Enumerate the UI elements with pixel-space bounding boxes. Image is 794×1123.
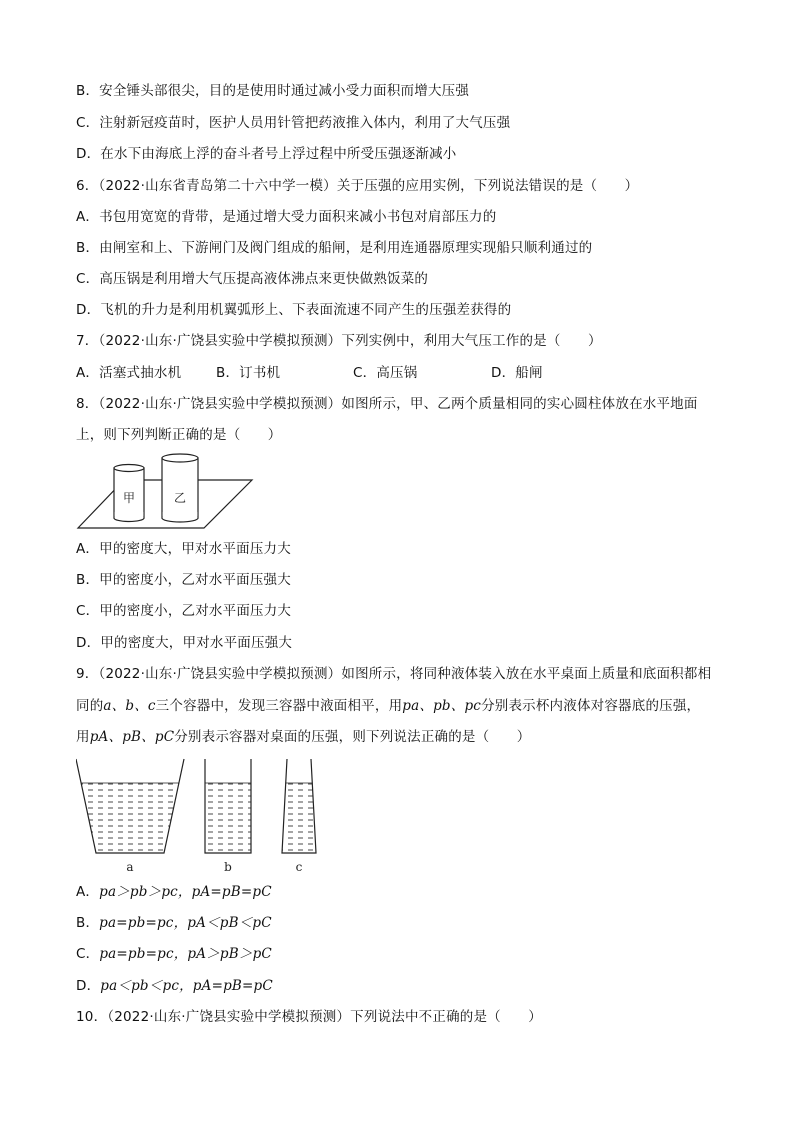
q7-option-a: A．活塞式抽水机 (76, 365, 182, 381)
label-b: b (224, 860, 232, 874)
q5-option-c: C．注射新冠疫苗时，医护人员用针管把药液推入体内，利用了大气压强 (76, 115, 511, 131)
q9-stem-line2: 同的a、b、c三个容器中，发现三容器中液面相平，用pa、pb、pc分别表示杯内液体对容器底的压强， (76, 698, 701, 714)
q8-option-c: C．甲的密度小，乙对水平面压力大 (76, 603, 292, 619)
container-a (76, 759, 184, 874)
q6-option-a: A．书包用宽宽的背带，是通过增大受力面积来减小书包对肩部压力的 (76, 209, 497, 225)
label-c: c (295, 860, 303, 874)
label-yi: 乙 (173, 491, 187, 505)
q8-stem-line2: 上，则下列判断正确的是（ ） (76, 427, 282, 443)
q8-cylinders-figure (76, 452, 256, 532)
q8-option-b: B．甲的密度小，乙对水平面压强大 (76, 572, 291, 588)
q9-stem-line1: 9．（2022·山东·广饶县实验中学模拟预测）如图所示，将同种液体装入放在水平桌面上质量和底面积都相 (76, 666, 712, 682)
q5-option-d: D．在水下由海底上浮的奋斗者号上浮过程中所受压强逐渐减小 (76, 146, 457, 162)
q8-option-a: A．甲的密度大，甲对水平面压力大 (76, 541, 291, 557)
q9-option-c: C．pa=pb=pc，pA＞pB＞pC (76, 946, 272, 962)
q7-options (76, 364, 543, 382)
container-c (282, 759, 316, 874)
cylinder-jia (114, 465, 144, 522)
q6-option-d: D．飞机的升力是利用机翼弧形上、下表面流速不同产生的压强差获得的 (76, 302, 512, 318)
cylinder-yi (162, 454, 198, 522)
q8-stem-line1: 8．（2022·山东·广饶县实验中学模拟预测）如图所示，甲、乙两个质量相同的实心圆柱体放在水平地面 (76, 396, 698, 412)
q9-option-a: A．pa＞pb＞pc，pA=pB=pC (76, 884, 272, 900)
label-jia: 甲 (122, 491, 136, 505)
q7-option-d: D．船闸 (491, 365, 543, 381)
q10-stem: 10．（2022·山东·广饶县实验中学模拟预测）下列说法中不正确的是（ ） (76, 1009, 542, 1025)
q7-stem: 7．（2022·山东·广饶县实验中学模拟预测）下列实例中，利用大气压工作的是（ ） (76, 333, 602, 349)
q6-option-c: C．高压锅是利用增大气压提高液体沸点来更快做熟饭菜的 (76, 271, 429, 287)
q7-option-b: B．订书机 (216, 365, 281, 381)
container-b (205, 759, 251, 874)
q9-option-d: D．pa＜pb＜pc，pA=pB=pC (76, 978, 273, 994)
q9-containers-figure (76, 757, 336, 877)
q9-stem-line3: 用pA、pB、pC分别表示容器对桌面的压强，则下列说法正确的是（ ） (76, 729, 531, 745)
q5-option-b: B．安全锤头部很尖，目的是使用时通过减小受力面积而增大压强 (76, 83, 470, 99)
q8-option-d: D．甲的密度大，甲对水平面压强大 (76, 635, 293, 651)
q6-stem: 6．（2022·山东省青岛第二十六中学一模）关于压强的应用实例，下列说法错误的是（ ） (76, 178, 639, 194)
q7-option-c: C．高压锅 (353, 365, 418, 381)
q9-option-b: B．pa=pb=pc，pA＜pB＜pC (76, 915, 272, 931)
label-a: a (126, 860, 134, 874)
q6-option-b: B．由闸室和上、下游闸门及阀门组成的船闸，是利用连通器原理实现船只顺利通过的 (76, 240, 593, 256)
